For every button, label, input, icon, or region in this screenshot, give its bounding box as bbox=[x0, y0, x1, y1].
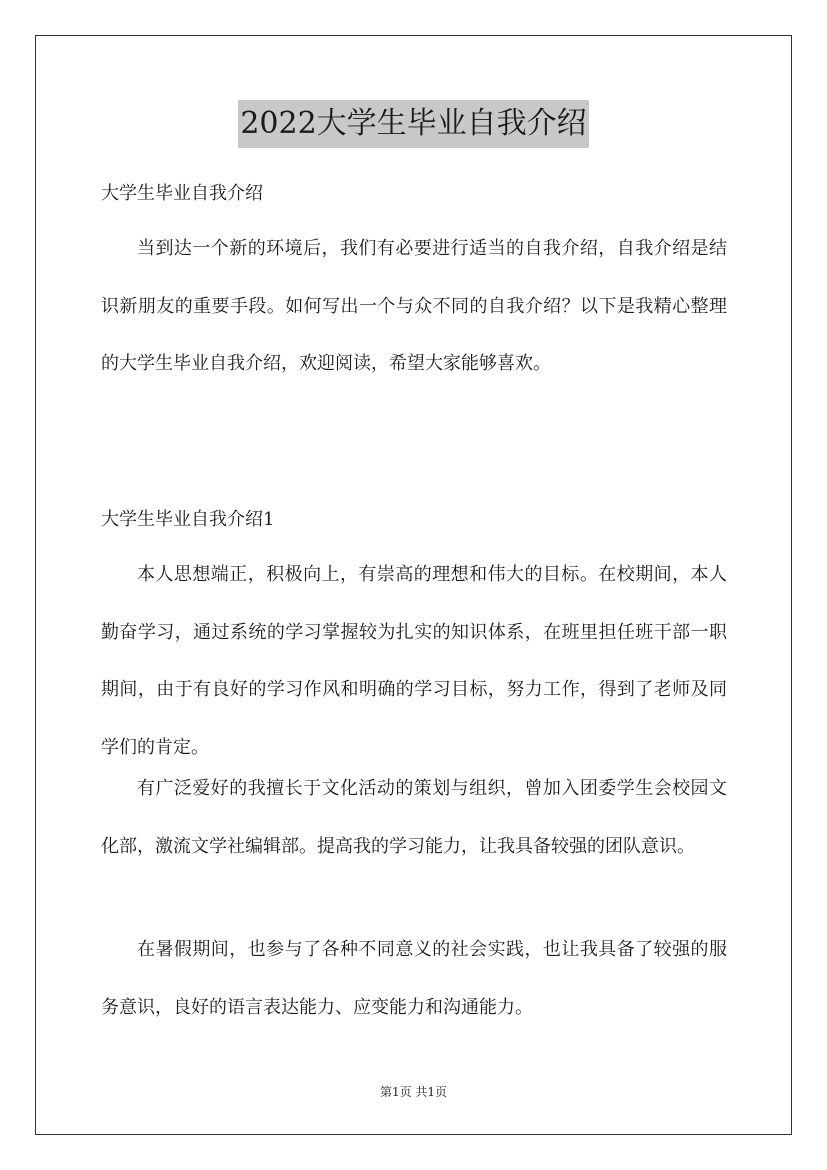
section1-heading: 大学生毕业自我介绍1 bbox=[101, 509, 275, 530]
page-footer: 第1页 共1页 bbox=[379, 1085, 448, 1099]
intro-paragraph: 当到达一个新的环境后，我们有必要进行适当的自我介绍，自我介绍是结识新朋友的重要手段。如何写出一个与众不同的自我介绍？以下是我精心整理的大学生毕业自我介绍，欢迎阅读，希望大家能够喜欢。 bbox=[101, 238, 727, 374]
document-title-container bbox=[0, 100, 827, 148]
section1-paragraph-3: 在暑假期间，也参与了各种不同意义的社会实践，也让我具备了较强的服务意识，良好的语言表达能力、应变能力和沟通能力。 bbox=[101, 939, 727, 1018]
section1-paragraph-2: 有广泛爱好的我擅长于文化活动的策划与组织，曾加入团委学生会校园文化部，激流文学社编辑部。提高我的学习能力，让我具备较强的团队意识。 bbox=[101, 778, 727, 857]
intro-heading: 大学生毕业自我介绍 bbox=[101, 183, 263, 204]
section1-paragraph-1: 本人思想端正，积极向上，有崇高的理想和伟大的目标。在校期间，本人勤奋学习，通过系统的学习掌握较为扎实的知识体系，在班里担任班干部一职期间，由于有良好的学习作风和明确的学习目标，努力工作，得到了老师及同学们的肯定。 bbox=[101, 564, 727, 758]
document-title: 2022大学生毕业自我介绍 bbox=[238, 100, 588, 148]
